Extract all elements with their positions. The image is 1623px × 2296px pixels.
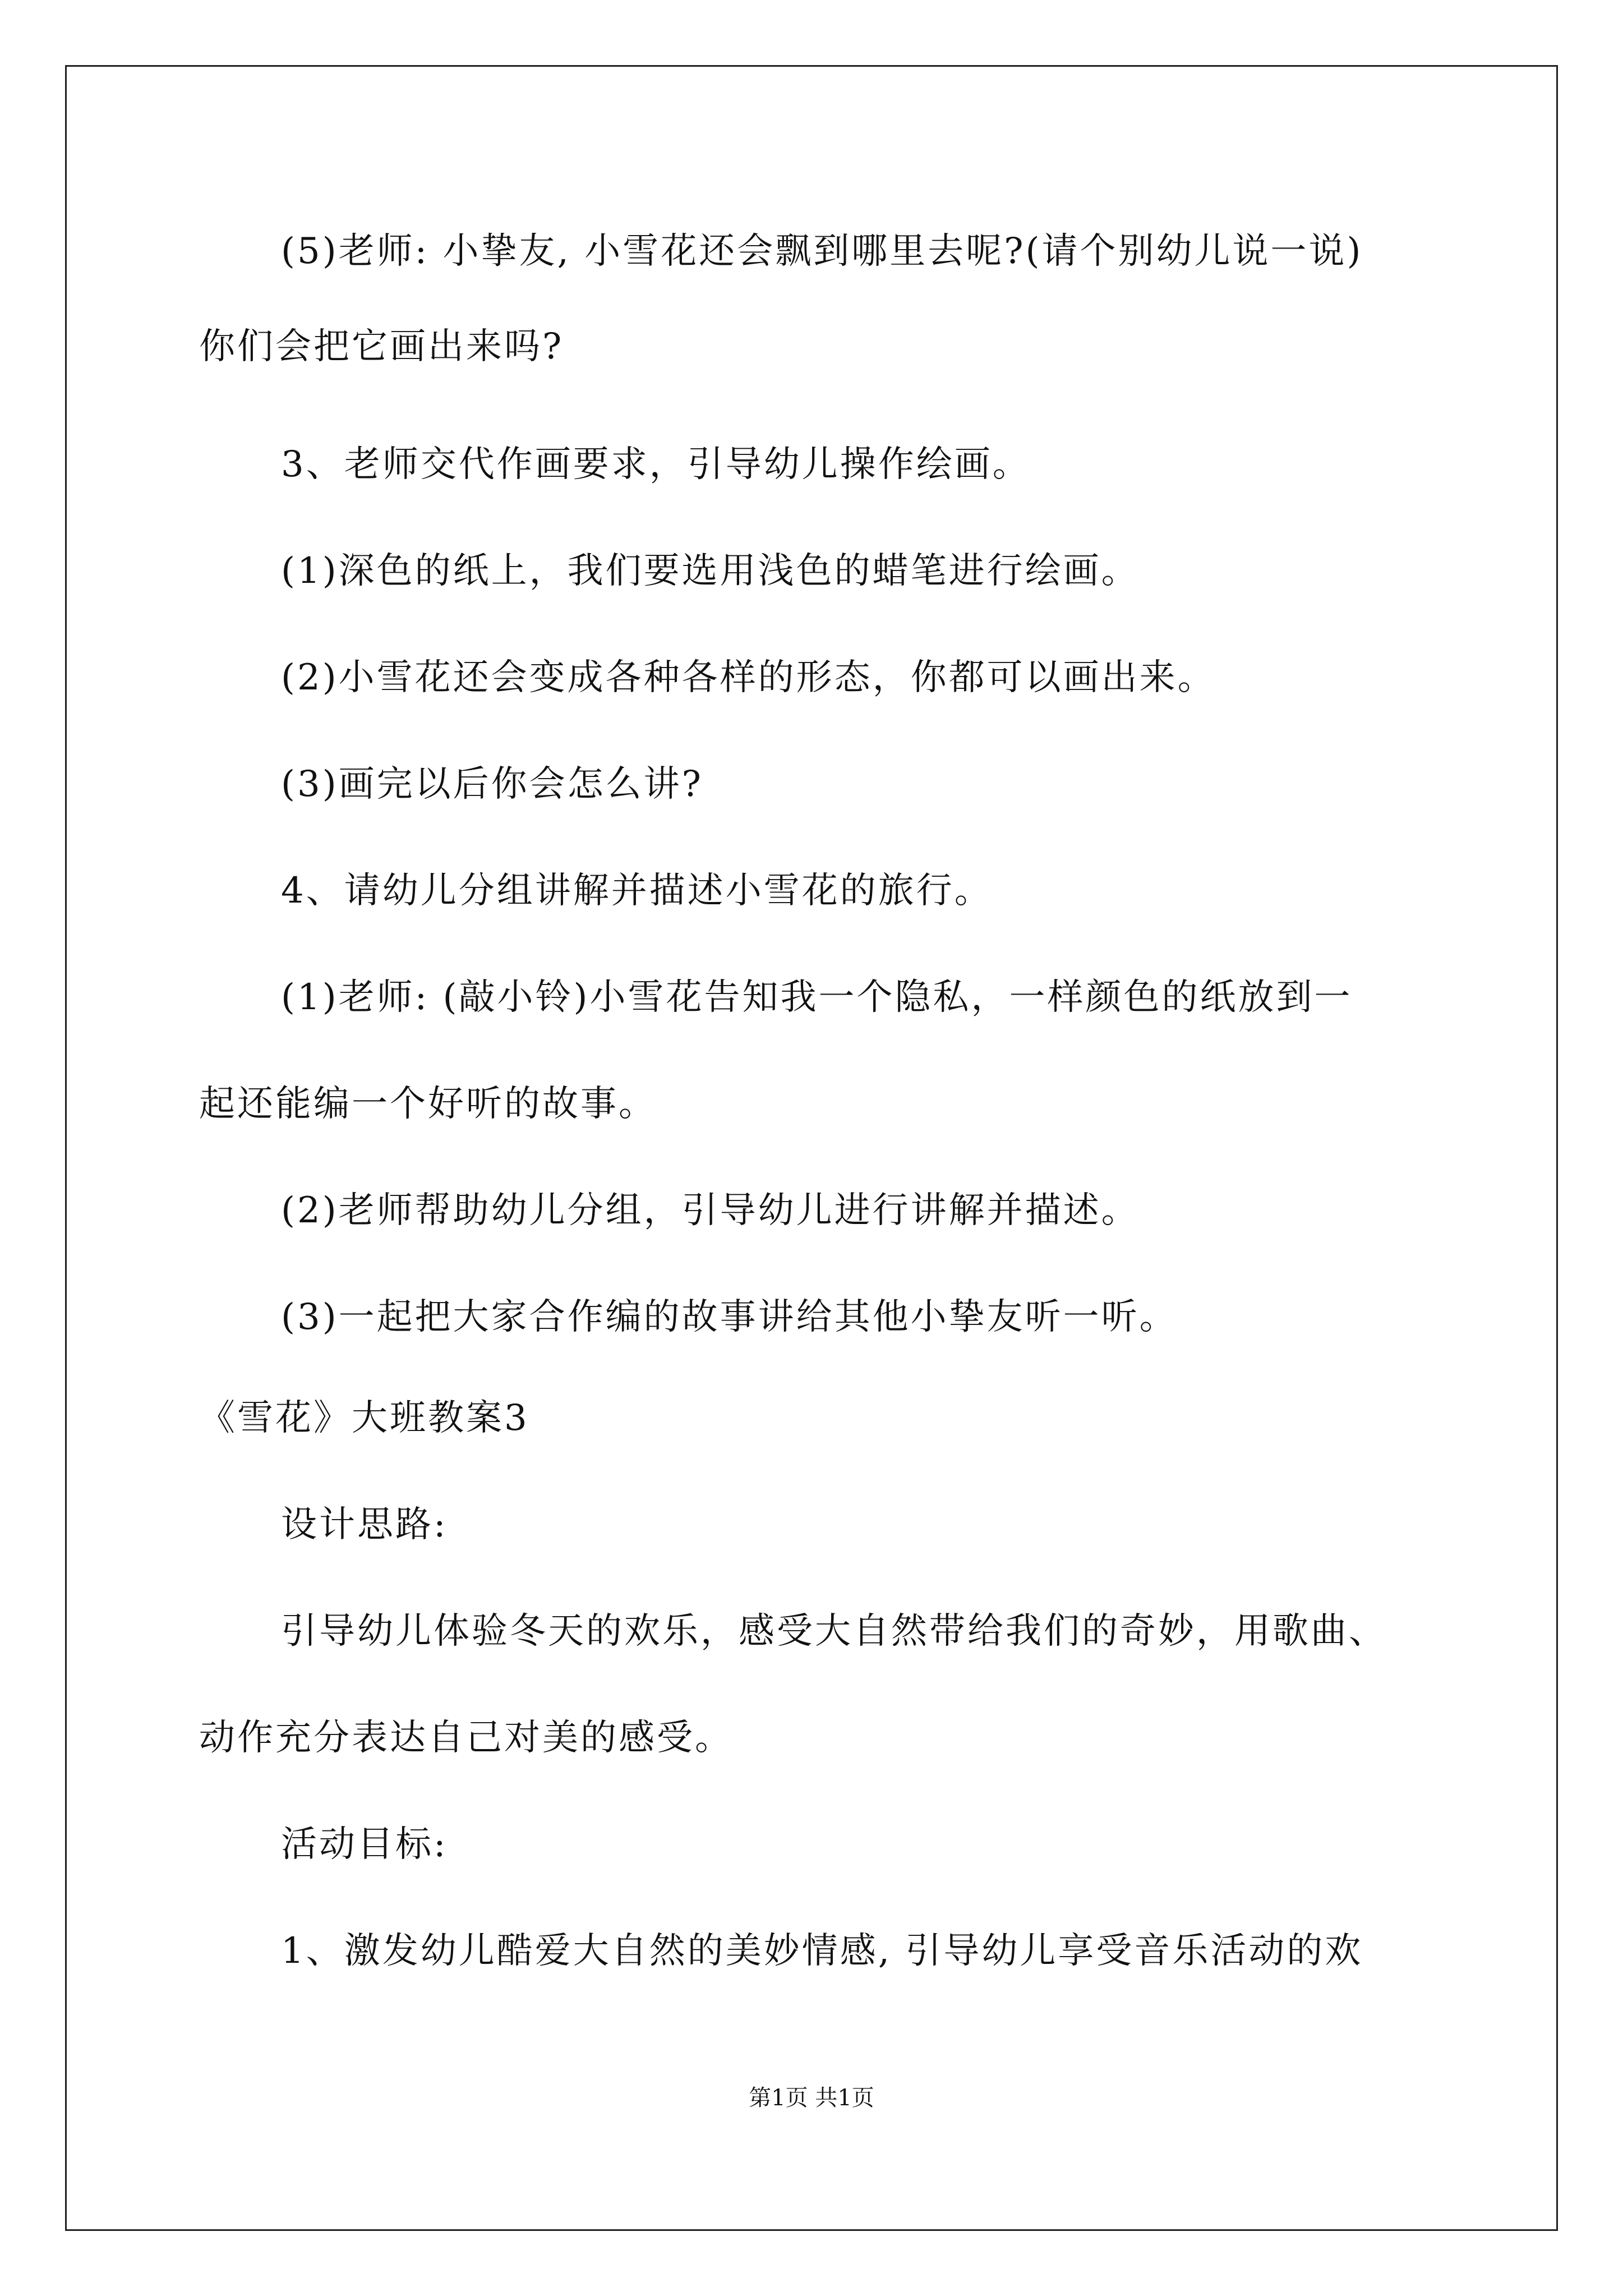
paragraph-item-3b: (3)一起把大家合作编的故事讲给其他小挚友听一听。: [281, 1296, 1178, 1338]
paragraph-design-ideas: 引导幼儿体验冬天的欢乐，感受大自然带给我们的奇妙，用歌曲、: [281, 1611, 1387, 1652]
paragraph-item-1: (1)深色的纸上，我们要选用浅色的蜡笔进行绘画。: [281, 550, 1140, 592]
paragraph-step-3: 3、老师交代作画要求，引导幼儿操作绘画。: [281, 444, 1031, 485]
page-border: [65, 65, 1558, 2231]
paragraph-goal-1: 1、激发幼儿酷爱大自然的美妙情感, 引导幼儿享受音乐活动的欢: [281, 1930, 1363, 1972]
paragraph-item-2b: (2)老师帮助幼儿分组，引导幼儿进行讲解并描述。: [281, 1190, 1140, 1231]
page-number: 第1页 共1页: [749, 2085, 874, 2111]
paragraph-step-4: 4、请幼儿分组讲解并描述小雪花的旅行。: [281, 870, 993, 912]
subheading-design-ideas: 设计思路:: [281, 1504, 448, 1545]
paragraph-continuation: 你们会把它画出来吗?: [199, 326, 564, 367]
paragraph-teacher-question-5: (5)老师: 小挚友, 小雪花还会飘到哪里去呢?(请个别幼儿说一说): [281, 231, 1363, 272]
paragraph-item-3: (3)画完以后你会怎么讲?: [281, 763, 703, 805]
subheading-activity-goals: 活动目标:: [281, 1824, 448, 1865]
section-heading: 《雪花》大班教案3: [199, 1397, 529, 1439]
paragraph-item-1b: (1)老师: (敲小铃)小雪花告知我一个隐私，一样颜色的纸放到一: [281, 977, 1353, 1018]
paragraph-item-2: (2)小雪花还会变成各种各样的形态，你都可以画出来。: [281, 657, 1216, 698]
paragraph-continuation-2: 起还能编一个好听的故事。: [199, 1083, 657, 1125]
paragraph-continuation-3: 动作充分表达自己对美的感受。: [199, 1717, 733, 1759]
